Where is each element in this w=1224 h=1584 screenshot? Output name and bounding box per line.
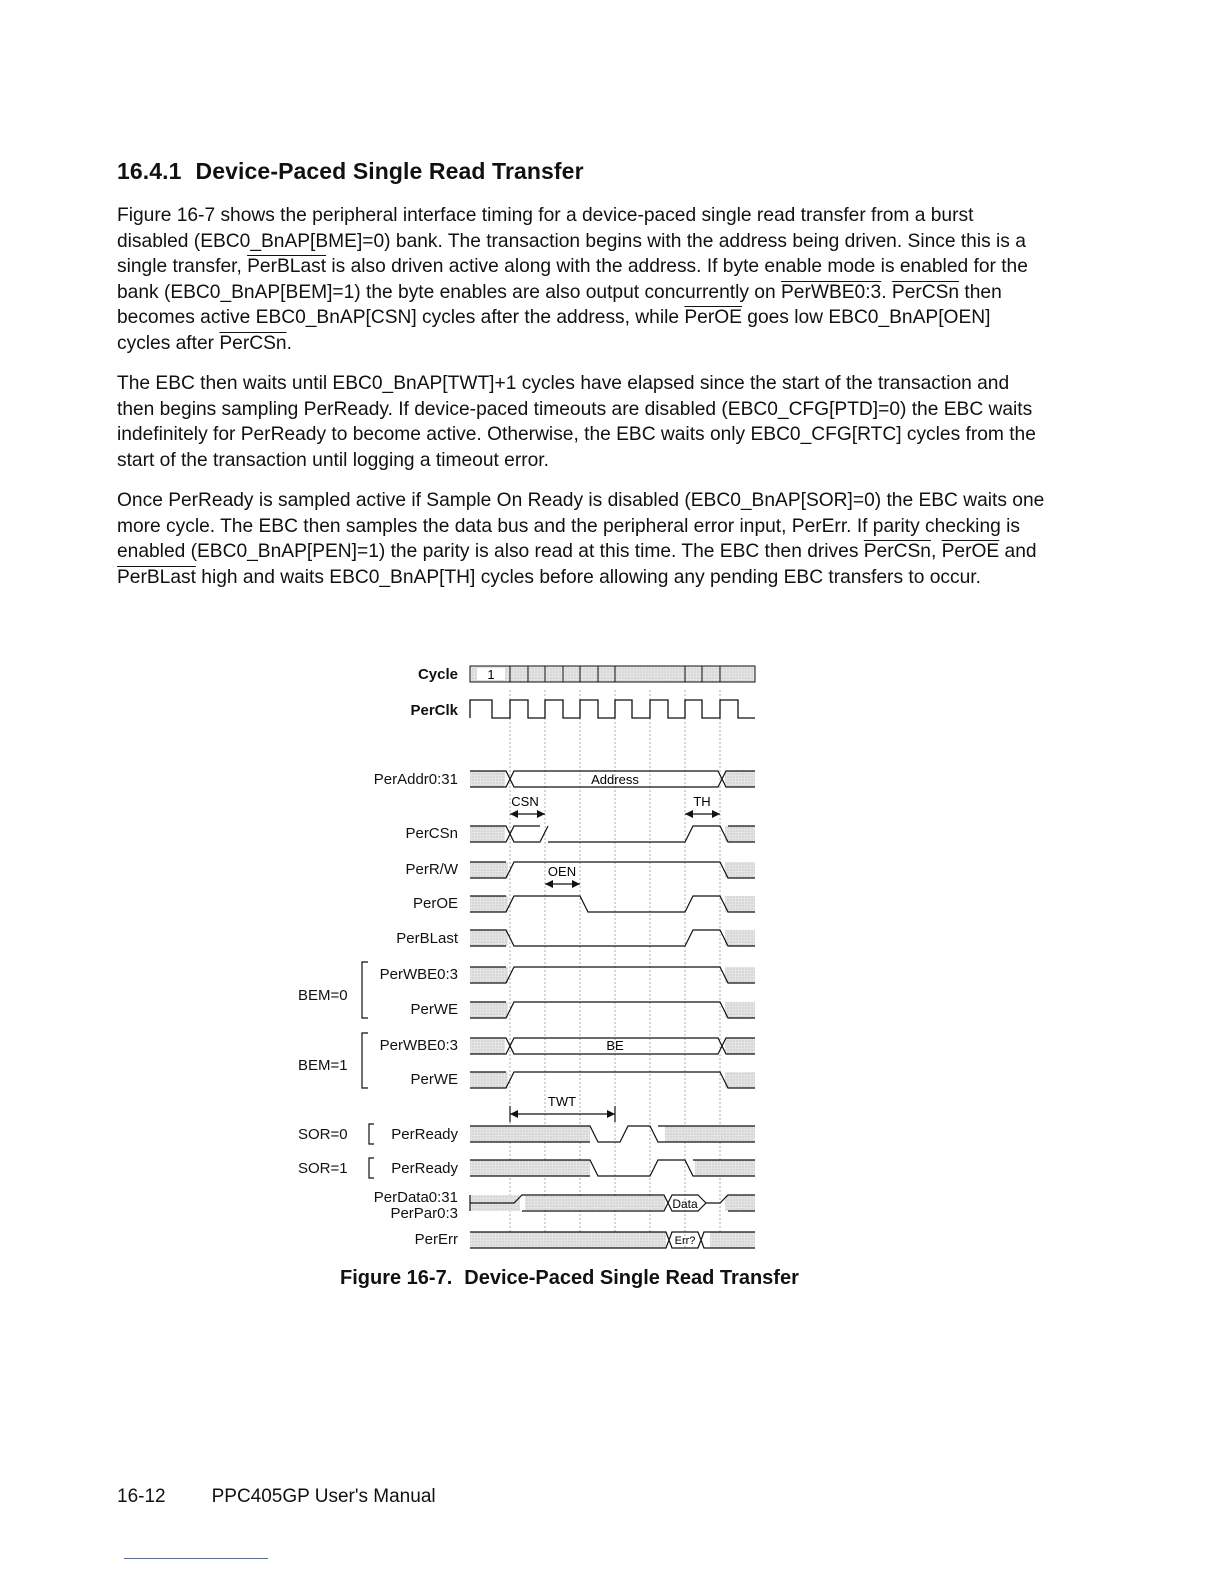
signal-name: PerCSn xyxy=(219,332,287,354)
signal-label-perwe-bem1: PerWE xyxy=(410,1071,458,1088)
perwbe-bem0-waveform xyxy=(470,967,755,983)
section-title: Device-Paced Single Read Transfer xyxy=(195,158,584,184)
percsn-waveform xyxy=(470,826,755,842)
oen-annotation xyxy=(545,864,580,888)
signal-name: PerOE xyxy=(684,307,742,329)
page-number: 16-12 xyxy=(117,1486,166,1507)
cycle-row xyxy=(470,666,755,682)
page-footer xyxy=(117,1486,436,1508)
svg-text:TWT: TWT xyxy=(547,1094,577,1109)
svg-text:TH: TH xyxy=(693,794,711,809)
data-label: Data xyxy=(672,1197,698,1211)
timing-diagram xyxy=(280,650,780,1260)
signal-name: PerBLast xyxy=(247,256,327,278)
peroe-waveform xyxy=(470,896,755,912)
perblast-waveform xyxy=(470,930,755,946)
signal-label-perdata: PerData0:31 xyxy=(373,1189,458,1206)
signal-label-perready-sor1: PerReady xyxy=(391,1160,458,1177)
figure-number: Figure 16-7. xyxy=(340,1267,453,1289)
perwe-bem0-waveform xyxy=(470,1002,755,1018)
signal-label-cycle: Cycle xyxy=(417,666,458,683)
perdata-waveform xyxy=(470,1195,755,1211)
signal-name: PerWBE0:3 xyxy=(780,281,882,303)
signal-label-perwbe-bem0: PerWBE0:3 xyxy=(379,966,458,983)
address-label: Address xyxy=(591,772,639,787)
signal-label-peroe: PerOE xyxy=(412,895,458,912)
perwe-bem1-waveform xyxy=(470,1072,755,1088)
twt-annotation xyxy=(510,1094,615,1122)
perrw-waveform xyxy=(470,862,755,878)
signal-name: PerBLast xyxy=(117,566,196,588)
paragraph-3: Once PerReady is sampled active if Sample On Ready is disabled (EBC0_BnAP[SOR]=0) the EBC waits one more cycle. The EBC then samples the data bus and the peripheral error input, PerErr. If parity checking is enabled (EBC0_BnAP[PEN]=1) the parity is also read at this time. The EBC then drives PerCSn, PerOE and PerBLast high and waits EBC0_BnAP[TH] cycles before allowing any pending EBC transfers to occur. xyxy=(117,490,1045,588)
signal-label-pererr: PerErr xyxy=(414,1231,458,1248)
section-number: 16.4.1 xyxy=(117,158,182,184)
signal-label-perwbe-bem1: PerWBE0:3 xyxy=(379,1037,458,1054)
perready-sor1-waveform xyxy=(470,1160,755,1176)
timing-diagram-svg xyxy=(280,650,780,1260)
signal-name: PerCSn xyxy=(863,541,931,563)
signal-name: PerCSn xyxy=(891,281,960,303)
svg-text:CSN: CSN xyxy=(511,794,539,809)
bracket-bem0 xyxy=(362,962,368,1018)
group-label-sor1: SOR=1 xyxy=(298,1160,348,1177)
svg-text:OEN: OEN xyxy=(547,864,577,879)
section-heading xyxy=(117,158,584,185)
signal-label-perwe-bem0: PerWE xyxy=(410,1001,458,1018)
th-annotation xyxy=(685,794,720,818)
signal-label-perrw: PerR/W xyxy=(405,861,458,878)
bracket-bem1 xyxy=(362,1033,368,1088)
be-label: BE xyxy=(606,1038,624,1053)
perready-sor0-waveform xyxy=(470,1126,755,1142)
signal-label-perclk: PerClk xyxy=(410,702,458,719)
group-label-bem0: BEM=0 xyxy=(298,987,348,1004)
paragraph-1: Figure 16-7 shows the peripheral interface timing for a device-paced single read transfer from a burst disabled (EBC0_BnAP[BME]=0) bank. The transaction begins with the address being driven. Since this is a single transfer, PerBLast is also driven active along with the address. If byte enable mode is enabled for the bank (EBC0_BnAP[BEM]=1) the byte enables are also output concurrently on PerWBE0:3. PerCSn then becomes active EBC0_BnAP[CSN] cycles after the address, while PerOE goes low EBC0_BnAP[OEN] cycles after PerCSn. xyxy=(117,205,1028,354)
bracket-sor1 xyxy=(369,1158,374,1178)
footer-rule xyxy=(124,1558,268,1559)
pererr-waveform xyxy=(470,1232,755,1248)
signal-label-perready-sor0: PerReady xyxy=(391,1126,458,1143)
signal-name: PerOE xyxy=(941,541,1000,563)
signal-label-peraddr: PerAddr0:31 xyxy=(373,771,458,788)
group-label-sor0: SOR=0 xyxy=(298,1126,348,1143)
perclk-waveform xyxy=(470,700,755,718)
paragraph-2: The EBC then waits until EBC0_BnAP[TWT]+1 cycles have elapsed since the start of the transaction and then begins sampling PerReady. If device-paced timeouts are disabled (EBC0_CFG[PTD]=0) the EBC waits indefinitely for PerReady to become active. Otherwise, the EBC waits only EBC0_CFG[RTC] cycles from the start of the transaction until logging a timeout error. xyxy=(117,373,1036,471)
figure-caption xyxy=(340,1267,799,1290)
cycle-number: 1 xyxy=(487,667,495,682)
peraddr-waveform xyxy=(470,771,755,787)
signal-label-perblast: PerBLast xyxy=(396,930,458,947)
signal-label-percsn: PerCSn xyxy=(405,825,458,842)
bracket-sor0 xyxy=(369,1124,374,1144)
perwbe-bem1-waveform xyxy=(470,1038,755,1054)
signal-label-perpar: PerPar0:3 xyxy=(390,1205,458,1222)
manual-title: PPC405GP User's Manual xyxy=(211,1486,436,1507)
csn-annotation xyxy=(510,794,545,818)
group-label-bem1: BEM=1 xyxy=(298,1057,348,1074)
err-label: Err? xyxy=(674,1235,696,1247)
figure-title: Device-Paced Single Read Transfer xyxy=(464,1267,799,1289)
